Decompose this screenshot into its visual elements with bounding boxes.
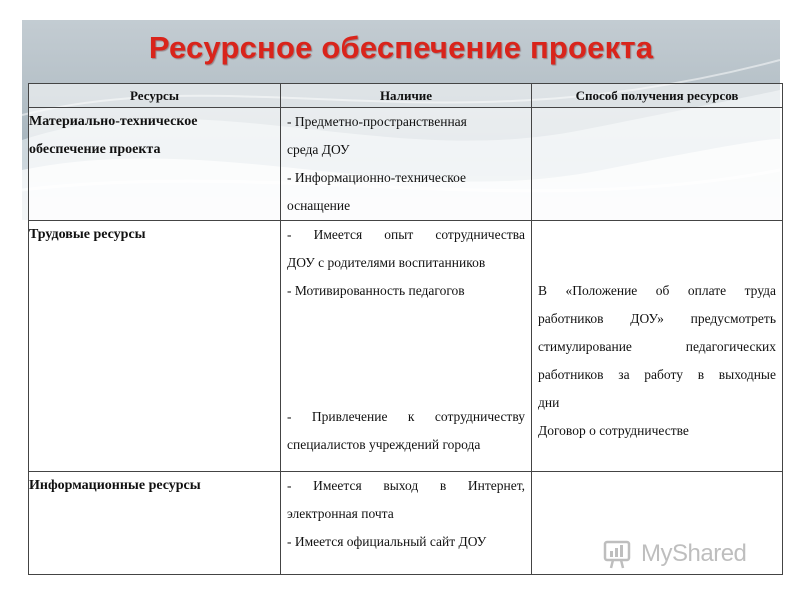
- myshared-logo-icon: [603, 538, 635, 570]
- availability-line: - Предметно-пространственная: [287, 114, 467, 129]
- watermark: [603, 537, 773, 571]
- availability-line: - Мотивированность педагогов: [287, 283, 465, 298]
- method-line: дни: [538, 395, 560, 410]
- availability-cell: [281, 221, 532, 472]
- method-line: работников ДОУ» предусмотреть: [538, 311, 776, 326]
- table-header-row: [29, 84, 783, 108]
- availability-line: - Привлечение к сотрудничеству: [287, 409, 525, 424]
- availability-line: - Имеется официальный сайт ДОУ: [287, 534, 487, 549]
- availability-cell: [281, 108, 532, 221]
- method-cell: [532, 108, 783, 221]
- availability-line: - Имеется выход в Интернет,: [287, 478, 525, 493]
- availability-line: - Имеется опыт сотрудничества: [287, 227, 525, 242]
- method-line: В «Положение об оплате труда: [538, 283, 776, 298]
- watermark-text: MyShared: [641, 540, 747, 567]
- method-line: стимулирование педагогических: [538, 339, 776, 354]
- resource-name-line: Информационные ресурсы: [29, 478, 201, 493]
- method-cell: [532, 221, 783, 472]
- availability-cell: [281, 472, 532, 575]
- availability-line: - Информационно-техническое: [287, 170, 467, 185]
- resources-table: [28, 83, 783, 575]
- availability-line: оснащение: [287, 198, 351, 213]
- column-header: Наличие: [281, 84, 532, 108]
- column-header: Ресурсы: [29, 84, 281, 108]
- table-row: [29, 108, 783, 221]
- resource-cell: [29, 472, 281, 575]
- resource-name-line: Трудовые ресурсы: [29, 227, 146, 242]
- resource-name-line: обеспечение проекта: [29, 142, 161, 157]
- table-row: [29, 221, 783, 472]
- method-line: Договор о сотрудничестве: [538, 423, 689, 438]
- resource-cell: [29, 108, 281, 221]
- availability-line: среда ДОУ: [287, 142, 350, 157]
- page-title: Ресурсное обеспечение проекта: [148, 30, 654, 65]
- column-header: Способ получения ресурсов: [532, 84, 783, 108]
- resource-name-line: Материально-техническое: [29, 114, 198, 129]
- availability-line: электронная почта: [287, 506, 394, 521]
- resource-cell: [29, 221, 281, 472]
- availability-line: ДОУ с родителями воспитанников: [287, 255, 486, 270]
- method-line: работников за работу в выходные: [538, 367, 776, 382]
- availability-line: специалистов учреждений города: [287, 437, 481, 452]
